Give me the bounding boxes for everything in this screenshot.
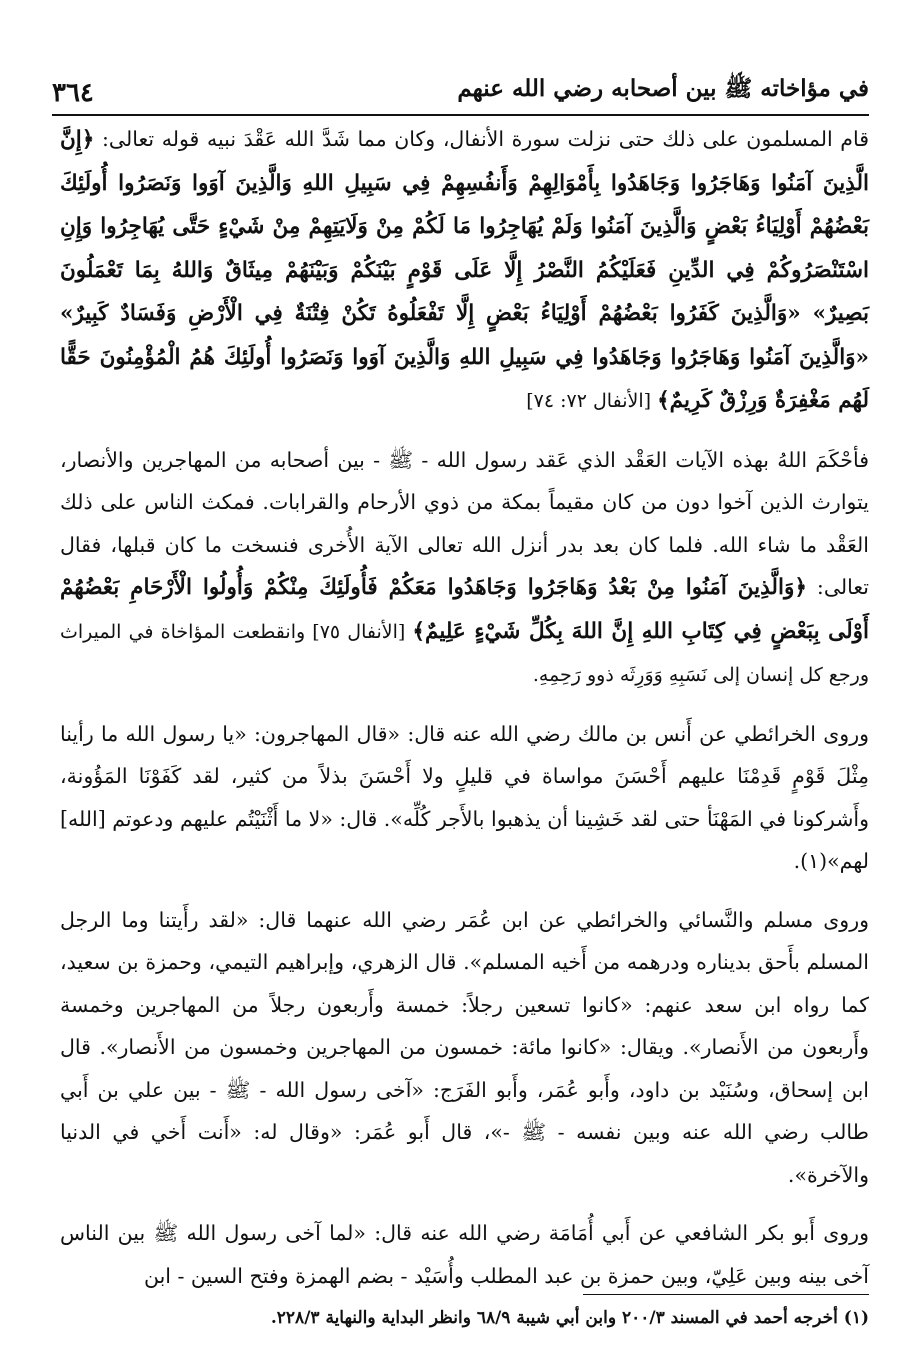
paragraph-abrogation [60, 439, 869, 697]
footnote: (١) أخرجه أحمد في المسند ٢٠٠/٣ وابن أبي شيبة ٦٨/٩ وانظر البداية والنهاية ٢٢٨/٣. [270, 1308, 869, 1328]
quran-quote: ﴿وَالَّذِينَ آمَنُوا مِنْ بَعْدُ وَهَاجَرُوا وَجَاهَدُوا مَعَكُمْ فَأُولَئِكَ مِنْكُمْ وَأُولُوا الْأَرْحَامِ بَعْضُهُمْ أَوْلَى بِبَعْضٍ فِي كِتَابِ اللهِ إِنَّ اللهَ بِكُلِّ شَيْءٍ عَلِيمٌ﴾ [60, 575, 869, 644]
running-title: في مؤاخاته ﷺ بين أصحابه رضي الله عنهم [457, 75, 869, 102]
paragraph-anfal-verses [60, 118, 869, 423]
verse-reference: [الأنفال ٧٢: ٧٤] [526, 390, 658, 412]
paragraph-kharaiti-anas [60, 713, 869, 883]
verse-reference: [الأنفال ٧٥] وانقطعت المؤاخاة في الميراث ورجع كل إنسان إلى نَسَبِهِ وَوَرِثَه ذوو رَحِمِهِ. [60, 620, 869, 686]
paragraph-muslim-nasai [60, 899, 869, 1197]
paragraph-text: فأحْكَمَ اللهُ بهذه الآيات العَقْد الذي عَقد رسول الله - ﷺ - بين أصحابه من المهاجرين والأنصار، يتوارث الذين آخوا دون من كان مقيماً بمكة من ذوي الأرحام والقرابات. فمكث الناس على ذلك العَقْد ما شاء الله. فلما كان بعد بدر أنزل الله تعالى الآية الأُخرى فنسخت ما كان قبلها، فقال تعالى: [60, 447, 869, 599]
page-body [60, 118, 869, 1313]
paragraph-text: قام المسلمون على ذلك حتى نزلت سورة الأنفال، وكان مما شَدَّ الله عَقْدَ نبيه قوله تعالى: [94, 127, 869, 151]
page-header [52, 62, 869, 116]
paragraph-text: وروى الخرائطي عن أَنس بن مالك رضي الله عنه قال: «قال المهاجرون: «يا رسول الله ما رأينا مِثْلَ قَوْمٍ قَدِمْنَا عليهم أَحْسَنَ مواساة في قليلٍ ولا أَحْسَنَ بذلاً من كثير، لقد كَفَوْنَا المَؤُونة، وأَشركونا في المَهْنَأ حتى لقد خَشِينا أن يذهبوا بالأَجر كُلِّه». قال: «لا ما أَثْنَيْتُم عليهم ودعوتم [الله] لهم»(١). [60, 721, 869, 873]
paragraph-shafii [60, 1212, 869, 1297]
quran-quote: ﴿إِنَّ الَّذِينَ آمَنُوا وَهَاجَرُوا وَجَاهَدُوا بِأَمْوَالِهِمْ وَأَنفُسِهِمْ فِي سَبِيلِ اللهِ وَالَّذِينَ آوَوا وَنَصَرُوا أُولَئِكَ بَعْضُهُمْ أَوْلِيَاءُ بَعْضٍ وَالَّذِينَ آمَنُوا وَلَمْ يُهَاجِرُوا مَا لَكُمْ مِنْ وَلَايَتِهِمْ مِنْ شَيْءٍ حَتَّى يُهَاجِرُوا وَإِنِ اسْتَنْصَرُوكُمْ فِي الدِّينِ فَعَلَيْكُمُ النَّصْرُ إِلَّا عَلَى قَوْمٍ بَيْنَكُمْ وَبَيْنَهُمْ مِيثَاقٌ وَاللهُ بِمَا تَعْمَلُونَ بَصِيرٌ» «وَالَّذِينَ كَفَرُوا بَعْضُهُمْ أَوْلِيَاءُ بَعْضٍ إِلَّا تَفْعَلُوهُ تَكُنْ فِتْنَةٌ فِي الْأَرْضِ وَفَسَادٌ كَبِيرٌ» «وَالَّذِينَ آمَنُوا وَهَاجَرُوا وَجَاهَدُوا فِي سَبِيلِ اللهِ وَالَّذِينَ آوَوا وَنَصَرُوا أُولَئِكَ هُمُ الْمُؤْمِنُونَ حَقًّا لَهُم مَغْفِرَةٌ وَرِزْقٌ كَرِيمٌ﴾ [60, 127, 869, 413]
paragraph-text: وروى أَبو بكر الشافعي عن أَبي أُمَامَة رضي الله عنه قال: «لما آخى رسول الله ﷺ بين الناس آخى بينه وبين عَلِيّ، وبين حمزة بن عبد المطلب وأُسَيْد - بضم الهمزة وفتح السين - ابن [60, 1221, 869, 1288]
page-number: ٣٦٤ [52, 78, 94, 108]
footnote-divider [583, 1294, 869, 1295]
paragraph-text: وروى مسلم والنَّسائي والخرائطي عن ابن عُمَر رضي الله عنهما قال: «لقد رأَيتنا وما الرجل المسلم بأَحق بديناره ودرهمه من أَخيه المسلم». قال الزهري، وإبراهيم التيمي، وحمزة بن سعيد، كما رواه ابن سعد عنهم: «كانوا تسعين رجلاً: خمسة وأَربعون رجلاً من المهاجرين وخمسة وأَربعون من الأَنصار». ويقال: «كانوا مائة: خمسون من المهاجرين وخمسون من الأَنصار». قال ابن إسحاق، وسُنَيْد بن داود، وأَبو عُمَر، وأَبو الفَرَج: «آخى رسول الله - ﷺ - بين علي بن أَبي طالب رضي الله عنه وبين نفسه - ﷺ -»، قال أَبو عُمَر: «وقال له: «أَنت أَخي في الدنيا والآخرة». [60, 907, 869, 1187]
